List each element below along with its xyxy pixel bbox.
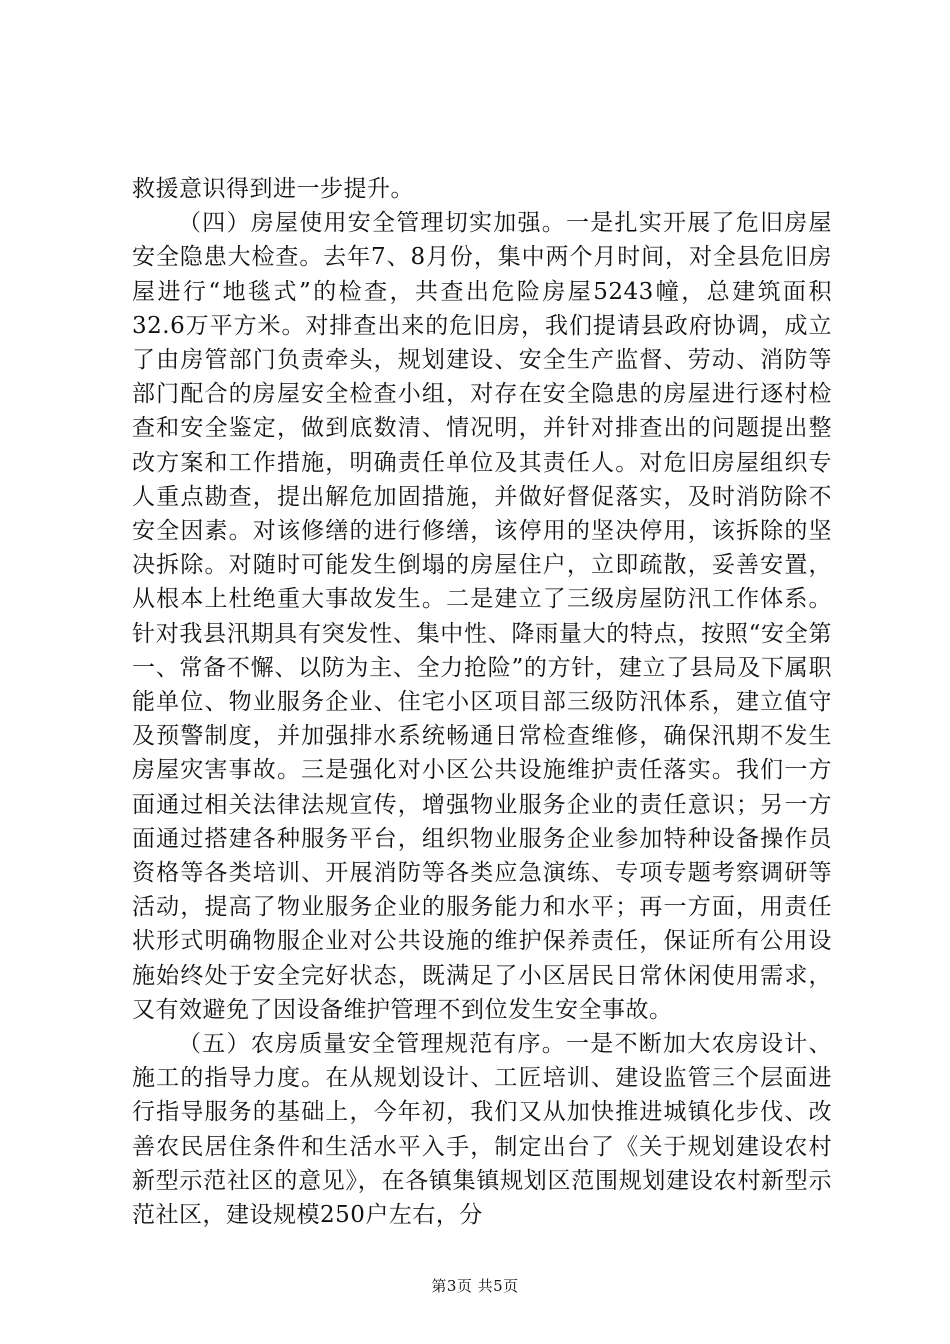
page-number-footer: 第3页 共5页 xyxy=(431,1277,519,1295)
paragraph-section-5: （五）农房质量安全管理规范有序。一是不断加大农房设计、施工的指导力度。在从规划设计、工匠培训、建设监管三个层面进行指导服务的基础上，今年初，我们又从加快推进城镇化步伐、改善农民居住条件和生活水平入手，制定出台了《关于规划建设农村新型示范社区的意见》，在各镇集镇规划区范围规划建设农村新型示范社区，建设规模250户左右，分 xyxy=(132,1031,832,1229)
paragraph-continuation: 救援意识得到进一步提升。 xyxy=(132,176,414,202)
paragraph-section-4: （四）房屋使用安全管理切实加强。一是扎实开展了危旧房屋安全隐患大检查。去年7、8月份，集中两个月时间，对全县危旧房屋进行“地毯式”的检查，共查出危险房屋5243幢，总建筑面积32.6万平方米。对排查出来的危旧房，我们提请县政府协调，成立了由房管部门负责牵头，规划建设、安全生产监督、劳动、消防等部门配合的房屋安全检查小组，对存在安全隐患的房屋进行逐村检查和安全鉴定，做到底数清、情况明，并针对排查出的问题提出整改方案和工作措施，明确责任单位及其责任人。对危旧房屋组织专人重点勘查，提出解危加固措施，并做好督促落实，及时消防除不安全因素。对该修缮的进行修缮，该停用的坚决停用，该拆除的坚决拆除。对随时可能发生倒塌的房屋住户，立即疏散，妥善安置，从根本上杜绝重大事故发生。二是建立了三级房屋防汛工作体系。针对我县汛期具有突发性、集中性、降雨量大的特点，按照“安全第一、常备不懈、以防为主、全力抢险”的方针，建立了县局及下属职能单位、物业服务企业、住宅小区项目部三级防汛体系，建立值守及预警制度，并加强排水系统畅通日常检查维修，确保汛期不发生房屋灾害事故。三是强化对小区公共设施维护责任落实。我们一方面通过相关法律法规宣传，增强物业服务企业的责任意识；另一方面通过搭建各种服务平台，组织物业服务企业参加特种设备操作员资格等各类培训、开展消防等各类应急演练、专项专题考察调研等活动，提高了物业服务企业的服务能力和水平；再一方面，用责任状形式明确物服企业对公共设施的维护保养责任，保证所有公用设施始终处于安全完好状态，既满足了小区居民日常休闲使用需求，又有效避免了因设备维护管理不到位发生安全事故。 xyxy=(132,210,832,1023)
document-body xyxy=(132,172,832,1232)
